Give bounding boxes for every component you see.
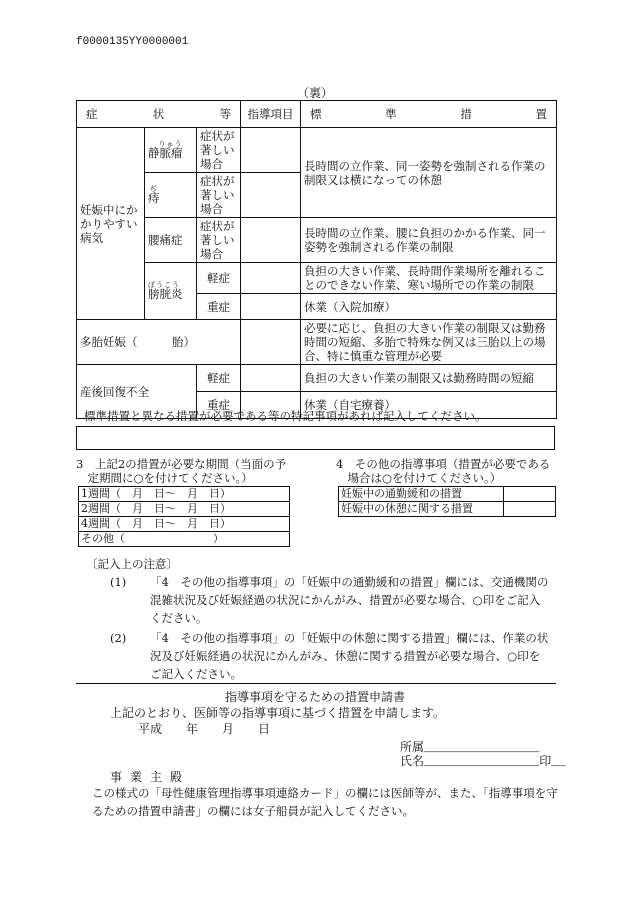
footer-note: この様式の「母性健康管理指導事項連絡カード」の欄には医師等が、また、「指導事項を守るための措置申請書」の欄には女子船員が記入してください。	[92, 786, 558, 818]
special-note-box[interactable]	[76, 426, 555, 450]
header-symptom: 症 状 等	[86, 107, 231, 121]
application-body: 上記のとおり、医師等の指導事項に基づく措置を申請します。	[110, 706, 446, 720]
other-guidance-label: 妊娠中の休憩に関する措置	[339, 502, 504, 517]
measure-multi: 必要に応じ、負担の大きい作業の制限又は勤務時間の短縮、多胎で特殊な例又は三胎以上の場合、特に慎重な管理が必要	[301, 320, 557, 365]
table-row	[77, 365, 557, 392]
multi-pregnancy-label: 多胎妊娠（ 胎）	[77, 320, 241, 365]
care-item-1: (1) 「4 その他の指導事項」の「妊娠中の通勤緩和の措置」欄には、交通機関の混雑状況及び妊娠経過の状況にかんがみ、措置が必要な場合、○印をご記入ください。	[110, 575, 549, 625]
postpartum-label: 産後回復不全	[77, 365, 197, 419]
guidance-cell[interactable]	[241, 218, 301, 263]
table-header	[77, 101, 557, 128]
period-table	[78, 486, 290, 547]
care-item-2: (2) 「4 その他の指導事項」の「妊娠中の休憩に関する措置」欄には、作業の状況及び妊娠経過の状況にかんがみ、休憩に関する措置が必要な場合、○印をご記入ください。	[110, 631, 549, 681]
table-row	[77, 320, 557, 365]
severe-text: 症状が著しい場合	[197, 173, 241, 218]
section3-title: 3 上記2の措置が必要な期間（当面の予 定期間に○を付けてください。）	[76, 457, 287, 485]
application-title: 指導事項を守るための措置申請書	[224, 690, 405, 704]
measure-postpartum-severe: 休業（自宅療養）	[301, 392, 557, 419]
mild-label: 軽症	[197, 365, 241, 392]
other-guidance-label: 妊娠中の通勤緩和の措置	[339, 487, 504, 502]
other-guidance-mark[interactable]	[504, 502, 556, 517]
group-label: 妊娠中にかかりやすい病気	[77, 128, 145, 320]
measures-table	[76, 100, 557, 419]
other-guidance-table	[338, 486, 556, 517]
varix-label: りゅう 静脈瘤	[148, 140, 183, 160]
period-row[interactable]: 1週間（ 月 日～ 月 日）	[79, 487, 290, 502]
period-row[interactable]: 2週間（ 月 日～ 月 日）	[79, 502, 290, 517]
guidance-cell[interactable]	[241, 320, 301, 365]
care-heading: 〔記入上の注意〕	[86, 557, 178, 571]
application-date[interactable]: 平成 年 月 日	[138, 722, 271, 736]
header-measure: 標 準 措 置	[310, 107, 547, 121]
period-row[interactable]: その他（ ）	[79, 532, 290, 547]
back-label: 腰痛症	[145, 218, 197, 263]
period-row[interactable]: 4週間（ 月 日～ 月 日）	[79, 517, 290, 532]
name-field[interactable]: 氏名________________印__	[400, 755, 566, 769]
guidance-cell[interactable]	[241, 173, 301, 218]
side-label: （裏）	[296, 86, 333, 100]
measure-cyst-mild: 負担の大きい作業、長時間作業場所を離れることのできない作業、寒い場所での作業の制限	[301, 263, 557, 294]
special-note-label: 標準措置と異なる措置が必要である等の特記事項があれば記入してください。	[84, 409, 487, 423]
employer-label: 事業主殿	[110, 770, 191, 784]
measure-postpartum-mild: 負担の大きい作業の制限又は勤務時間の短縮	[301, 365, 557, 392]
guidance-cell[interactable]	[241, 128, 301, 173]
severe-label: 重症	[197, 392, 241, 419]
table-row	[77, 128, 557, 173]
measure-back: 長時間の立作業、腰に負担のかかる作業、同一姿勢を強制される作業の制限	[301, 218, 557, 263]
severe-text: 症状が著しい場合	[197, 128, 241, 173]
mild-label: 軽症	[197, 263, 241, 294]
header-guidance: 指導項目	[241, 101, 301, 128]
measure-cyst-severe: 休業（入院加療）	[301, 294, 557, 320]
pile-label: ぢ 痔	[148, 185, 160, 205]
section4-title: 4 その他の指導事項（措置が必要である 場合は○を付けてください。）	[336, 457, 551, 485]
guidance-cell[interactable]	[241, 294, 301, 320]
table-row	[77, 263, 557, 294]
divider	[76, 683, 556, 684]
document-id: f0000135YY0000001	[76, 36, 189, 48]
measure-varix-pile: 長時間の立作業、同一姿勢を強制される作業の制限又は横になっての休憩	[301, 128, 557, 218]
severe-text: 症状が著しい場合	[197, 218, 241, 263]
table-row	[77, 218, 557, 263]
guidance-cell[interactable]	[241, 365, 301, 392]
cyst-label: ぼうこう 膀胱炎	[148, 281, 183, 301]
other-guidance-mark[interactable]	[504, 487, 556, 502]
guidance-cell[interactable]	[241, 263, 301, 294]
severe-label: 重症	[197, 294, 241, 320]
affiliation-field[interactable]: 所属________________	[400, 741, 540, 755]
